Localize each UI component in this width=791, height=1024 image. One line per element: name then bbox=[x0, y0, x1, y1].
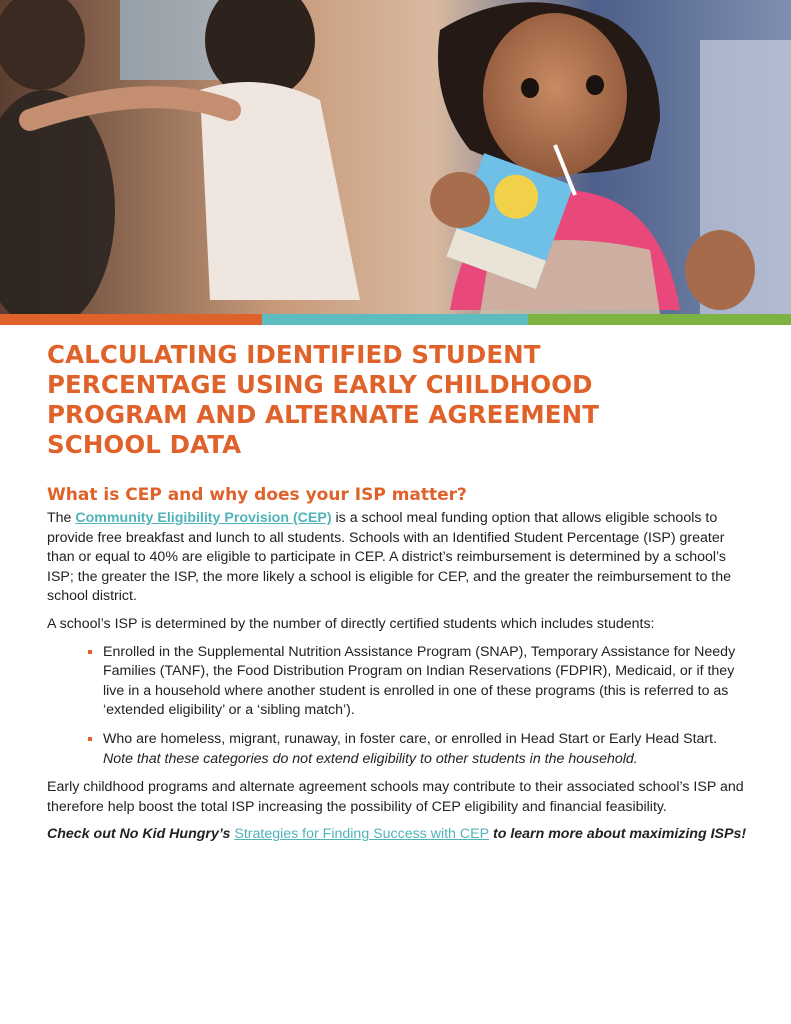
stripe-green bbox=[528, 314, 791, 325]
isp-lead-paragraph: A school’s ISP is determined by the number of directly certified students which includes students: bbox=[47, 615, 655, 632]
intro-prefix: The bbox=[47, 510, 76, 526]
hero-photo bbox=[0, 0, 791, 314]
callout-paragraph bbox=[47, 825, 747, 845]
callout-suffix: to learn more about maximizing ISPs! bbox=[489, 826, 747, 843]
list-item bbox=[103, 730, 747, 769]
cep-link[interactable]: Community Eligibility Provision (CEP) bbox=[75, 510, 332, 526]
bullet-marker bbox=[88, 737, 92, 741]
closing-paragraph: Early childhood programs and alternate agreement schools may contribute to their associated school’s ISP and therefore help boost the total ISP increasing the possibility of CEP eligibility and financial feasibility. bbox=[47, 779, 744, 815]
intro-body: is a school meal funding option that allows eligible schools to provide free breakfast and lunch to all students. Schools with an Identified Student Percentage (ISP) greater than or equal to 40% are eligible to participate in CEP. A district’s reimbursement is determined by a school’s ISP; the greater the ISP, the more likely a school is eligible for CEP, and the greater the reimbursement to the school district. bbox=[47, 510, 731, 605]
callout-prefix: Check out No Kid Hungry’s bbox=[47, 826, 235, 843]
stripe-teal bbox=[262, 314, 528, 325]
criteria-list bbox=[103, 643, 747, 770]
list-item-text: Enrolled in the Supplemental Nutrition Assistance Program (SNAP), Temporary Assistance for Needy Families (TANF), the Food Distribution Program on Indian Reservations (FDPIR), Medicaid, or if they live in a household where another student is enrolled in one of these programs (this is referred to as ‘extended eligibility’ or a ‘sibling match’). bbox=[103, 643, 736, 719]
section-heading: What is CEP and why does your ISP matter? bbox=[47, 485, 467, 505]
stripe-orange bbox=[0, 314, 262, 325]
strategies-link[interactable]: Strategies for Finding Success with CEP bbox=[234, 826, 490, 843]
bullet-marker bbox=[88, 650, 92, 654]
document-title: CALCULATING IDENTIFIED STUDENT PERCENTAGE USING EARLY CHILDHOOD PROGRAM AND ALTERNATE AGREEMENT SCHOOL DATA bbox=[47, 340, 600, 459]
intro-paragraph bbox=[47, 509, 747, 607]
document-body bbox=[47, 340, 747, 845]
color-stripe-divider bbox=[0, 314, 791, 325]
list-item-text: Who are homeless, migrant, runaway, in foster care, or enrolled in Head Start or Early Head Start. bbox=[103, 730, 718, 747]
list-item-note: Note that these categories do not extend eligibility to other students in the household. bbox=[103, 750, 638, 767]
list-item bbox=[103, 643, 747, 721]
hero-illustration bbox=[0, 0, 791, 314]
